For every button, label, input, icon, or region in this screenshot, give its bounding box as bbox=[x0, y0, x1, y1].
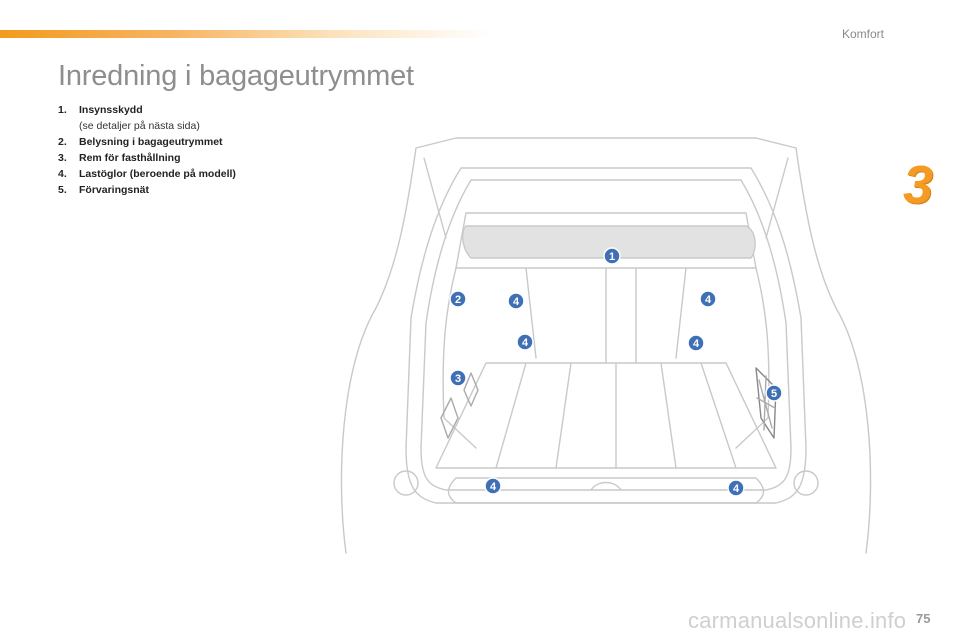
legend-number: 5. bbox=[58, 184, 67, 196]
legend-list bbox=[58, 102, 378, 198]
legend-number: 2. bbox=[58, 136, 67, 148]
callout-4 bbox=[517, 334, 533, 350]
page-title: Inredning i bagageutrymmet bbox=[58, 60, 414, 92]
chapter-number: 3 bbox=[903, 155, 934, 215]
callout-4 bbox=[688, 335, 704, 351]
callout-label: 4 bbox=[704, 294, 712, 306]
legend-number: 1. bbox=[58, 104, 67, 116]
legend-text: Insynsskydd bbox=[79, 104, 143, 116]
legend-item bbox=[58, 102, 378, 118]
callout-label: 4 bbox=[521, 337, 529, 349]
page-number: 75 bbox=[916, 611, 931, 626]
callout-label: 5 bbox=[770, 388, 778, 400]
callout-label: 4 bbox=[692, 338, 700, 350]
legend-number: 3. bbox=[58, 152, 67, 164]
callout-label: 3 bbox=[454, 373, 462, 385]
callout-label: 4 bbox=[732, 483, 740, 495]
header-accent-bar bbox=[0, 30, 490, 38]
callout-1 bbox=[604, 248, 620, 264]
legend-text: Lastöglor (beroende på modell) bbox=[79, 168, 236, 180]
callout-label: 4 bbox=[512, 296, 520, 308]
callout-4 bbox=[700, 291, 716, 307]
legend-item bbox=[58, 182, 378, 198]
legend-subtext: (se detaljer på nästa sida) bbox=[79, 120, 200, 132]
callout-label: 2 bbox=[454, 294, 462, 306]
watermark: carmanualsonline.info bbox=[688, 608, 907, 633]
legend-number: 4. bbox=[58, 168, 67, 180]
callout-2 bbox=[450, 291, 466, 307]
callout-4 bbox=[728, 480, 744, 496]
callout-3 bbox=[450, 370, 466, 386]
section-label: Komfort bbox=[841, 27, 884, 41]
callout-5 bbox=[766, 385, 782, 401]
legend-text: Förvaringsnät bbox=[79, 184, 150, 196]
callout-4 bbox=[508, 293, 524, 309]
callout-label: 4 bbox=[489, 481, 497, 493]
legend-text: Belysning i bagageutrymmet bbox=[79, 136, 223, 148]
legend-text: Rem för fasthållning bbox=[79, 152, 181, 164]
legend-item bbox=[58, 134, 378, 150]
legend-item bbox=[58, 166, 378, 182]
callout-label: 1 bbox=[608, 251, 616, 263]
callout-4 bbox=[485, 478, 501, 494]
trunk-illustration bbox=[336, 118, 876, 558]
legend-item bbox=[58, 150, 378, 166]
